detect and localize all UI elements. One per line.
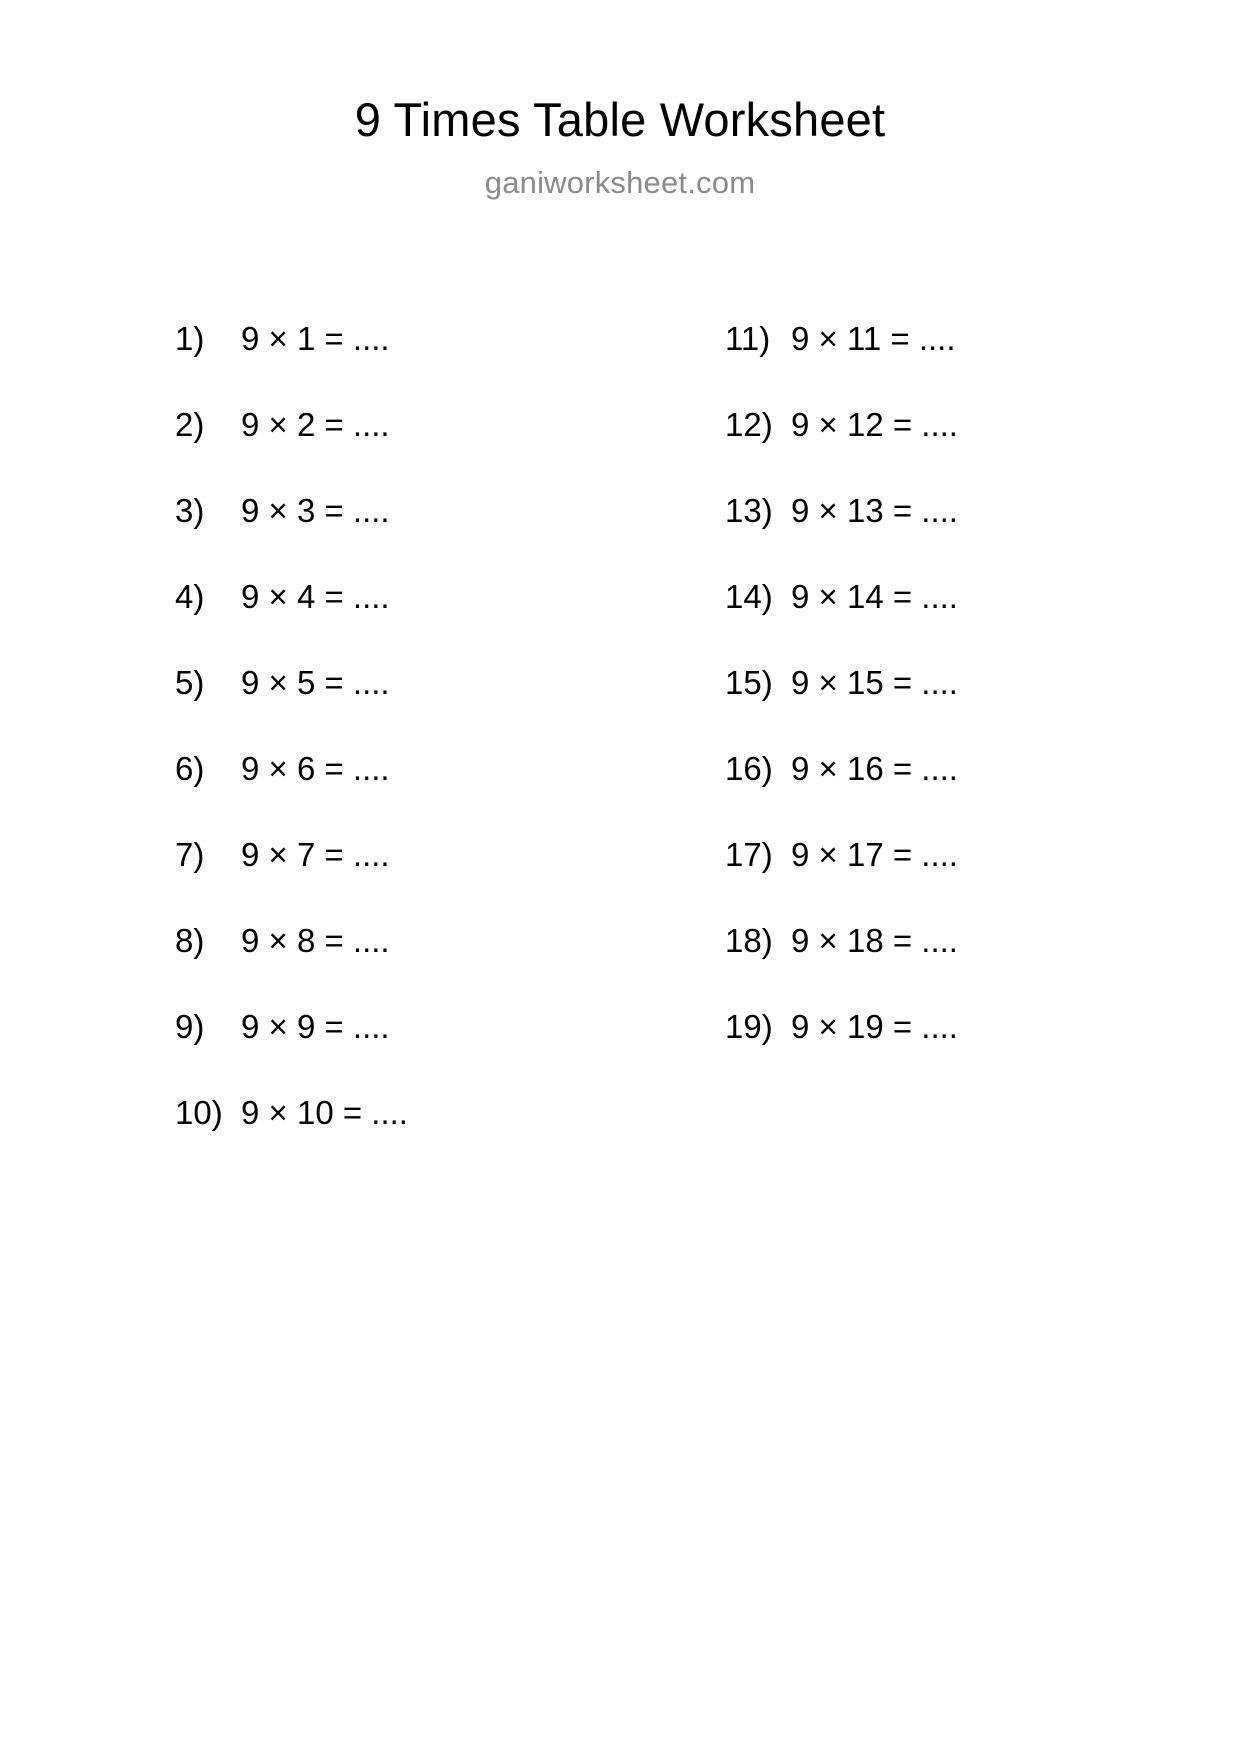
problem-expression: 9 × 16 = .... bbox=[791, 750, 958, 787]
problem-number: 14) bbox=[725, 578, 773, 615]
problem-number: 1) bbox=[175, 320, 205, 357]
problem-item bbox=[175, 640, 635, 726]
problem-number: 8) bbox=[175, 922, 205, 959]
problem-expression: 9 × 7 = .... bbox=[241, 836, 390, 873]
problem-columns bbox=[0, 296, 1240, 1156]
problem-number: 16) bbox=[725, 750, 773, 787]
problem-expression: 9 × 6 = .... bbox=[241, 750, 390, 787]
problem-number: 13) bbox=[725, 492, 773, 529]
problem-number: 15) bbox=[725, 664, 773, 701]
problem-number: 9) bbox=[175, 1008, 205, 1045]
problem-item bbox=[175, 726, 635, 812]
problem-number: 7) bbox=[175, 836, 205, 873]
problem-expression: 9 × 18 = .... bbox=[791, 922, 958, 959]
problem-number: 5) bbox=[175, 664, 205, 701]
problem-expression: 9 × 5 = .... bbox=[241, 664, 390, 701]
problem-expression: 9 × 9 = .... bbox=[241, 1008, 390, 1045]
problem-item bbox=[725, 382, 1185, 468]
problem-expression: 9 × 13 = .... bbox=[791, 492, 958, 529]
problem-item bbox=[175, 468, 635, 554]
problem-item bbox=[175, 898, 635, 984]
problem-number: 19) bbox=[725, 1008, 773, 1045]
problem-column-left bbox=[175, 296, 635, 1156]
problem-item bbox=[725, 984, 1185, 1070]
problem-number: 3) bbox=[175, 492, 205, 529]
problem-item bbox=[725, 468, 1185, 554]
problem-number: 2) bbox=[175, 406, 205, 443]
problem-expression: 9 × 17 = .... bbox=[791, 836, 958, 873]
problem-item bbox=[175, 296, 635, 382]
problem-expression: 9 × 1 = .... bbox=[241, 320, 390, 357]
problem-number: 17) bbox=[725, 836, 773, 873]
problem-item bbox=[175, 812, 635, 898]
problem-item bbox=[175, 554, 635, 640]
problem-number: 18) bbox=[725, 922, 773, 959]
problem-expression: 9 × 15 = .... bbox=[791, 664, 958, 701]
problem-number: 12) bbox=[725, 406, 773, 443]
problem-expression: 9 × 3 = .... bbox=[241, 492, 390, 529]
source-label: ganiworksheet.com bbox=[484, 165, 756, 200]
problem-expression: 9 × 2 = .... bbox=[241, 406, 390, 443]
problem-number: 6) bbox=[175, 750, 205, 787]
problem-item bbox=[725, 296, 1185, 382]
problem-item bbox=[725, 726, 1185, 812]
problem-item bbox=[175, 1070, 635, 1156]
problem-expression: 9 × 10 = .... bbox=[241, 1094, 408, 1131]
problem-item bbox=[175, 984, 635, 1070]
problem-item bbox=[725, 554, 1185, 640]
problem-item bbox=[725, 898, 1185, 984]
problem-expression: 9 × 4 = .... bbox=[241, 578, 390, 615]
page-title: 9 Times Table Worksheet bbox=[354, 93, 886, 146]
problem-number: 10) bbox=[175, 1094, 223, 1131]
problem-item bbox=[725, 812, 1185, 898]
problem-expression: 9 × 14 = .... bbox=[791, 578, 958, 615]
problem-expression: 9 × 19 = .... bbox=[791, 1008, 958, 1045]
problem-expression: 9 × 8 = .... bbox=[241, 922, 390, 959]
problem-expression: 9 × 12 = .... bbox=[791, 406, 958, 443]
problem-expression: 9 × 11 = .... bbox=[791, 320, 956, 357]
problem-item bbox=[175, 382, 635, 468]
problem-column-right bbox=[725, 296, 1185, 1156]
problem-number: 11) bbox=[725, 320, 771, 357]
problem-item bbox=[725, 640, 1185, 726]
problem-number: 4) bbox=[175, 578, 205, 615]
